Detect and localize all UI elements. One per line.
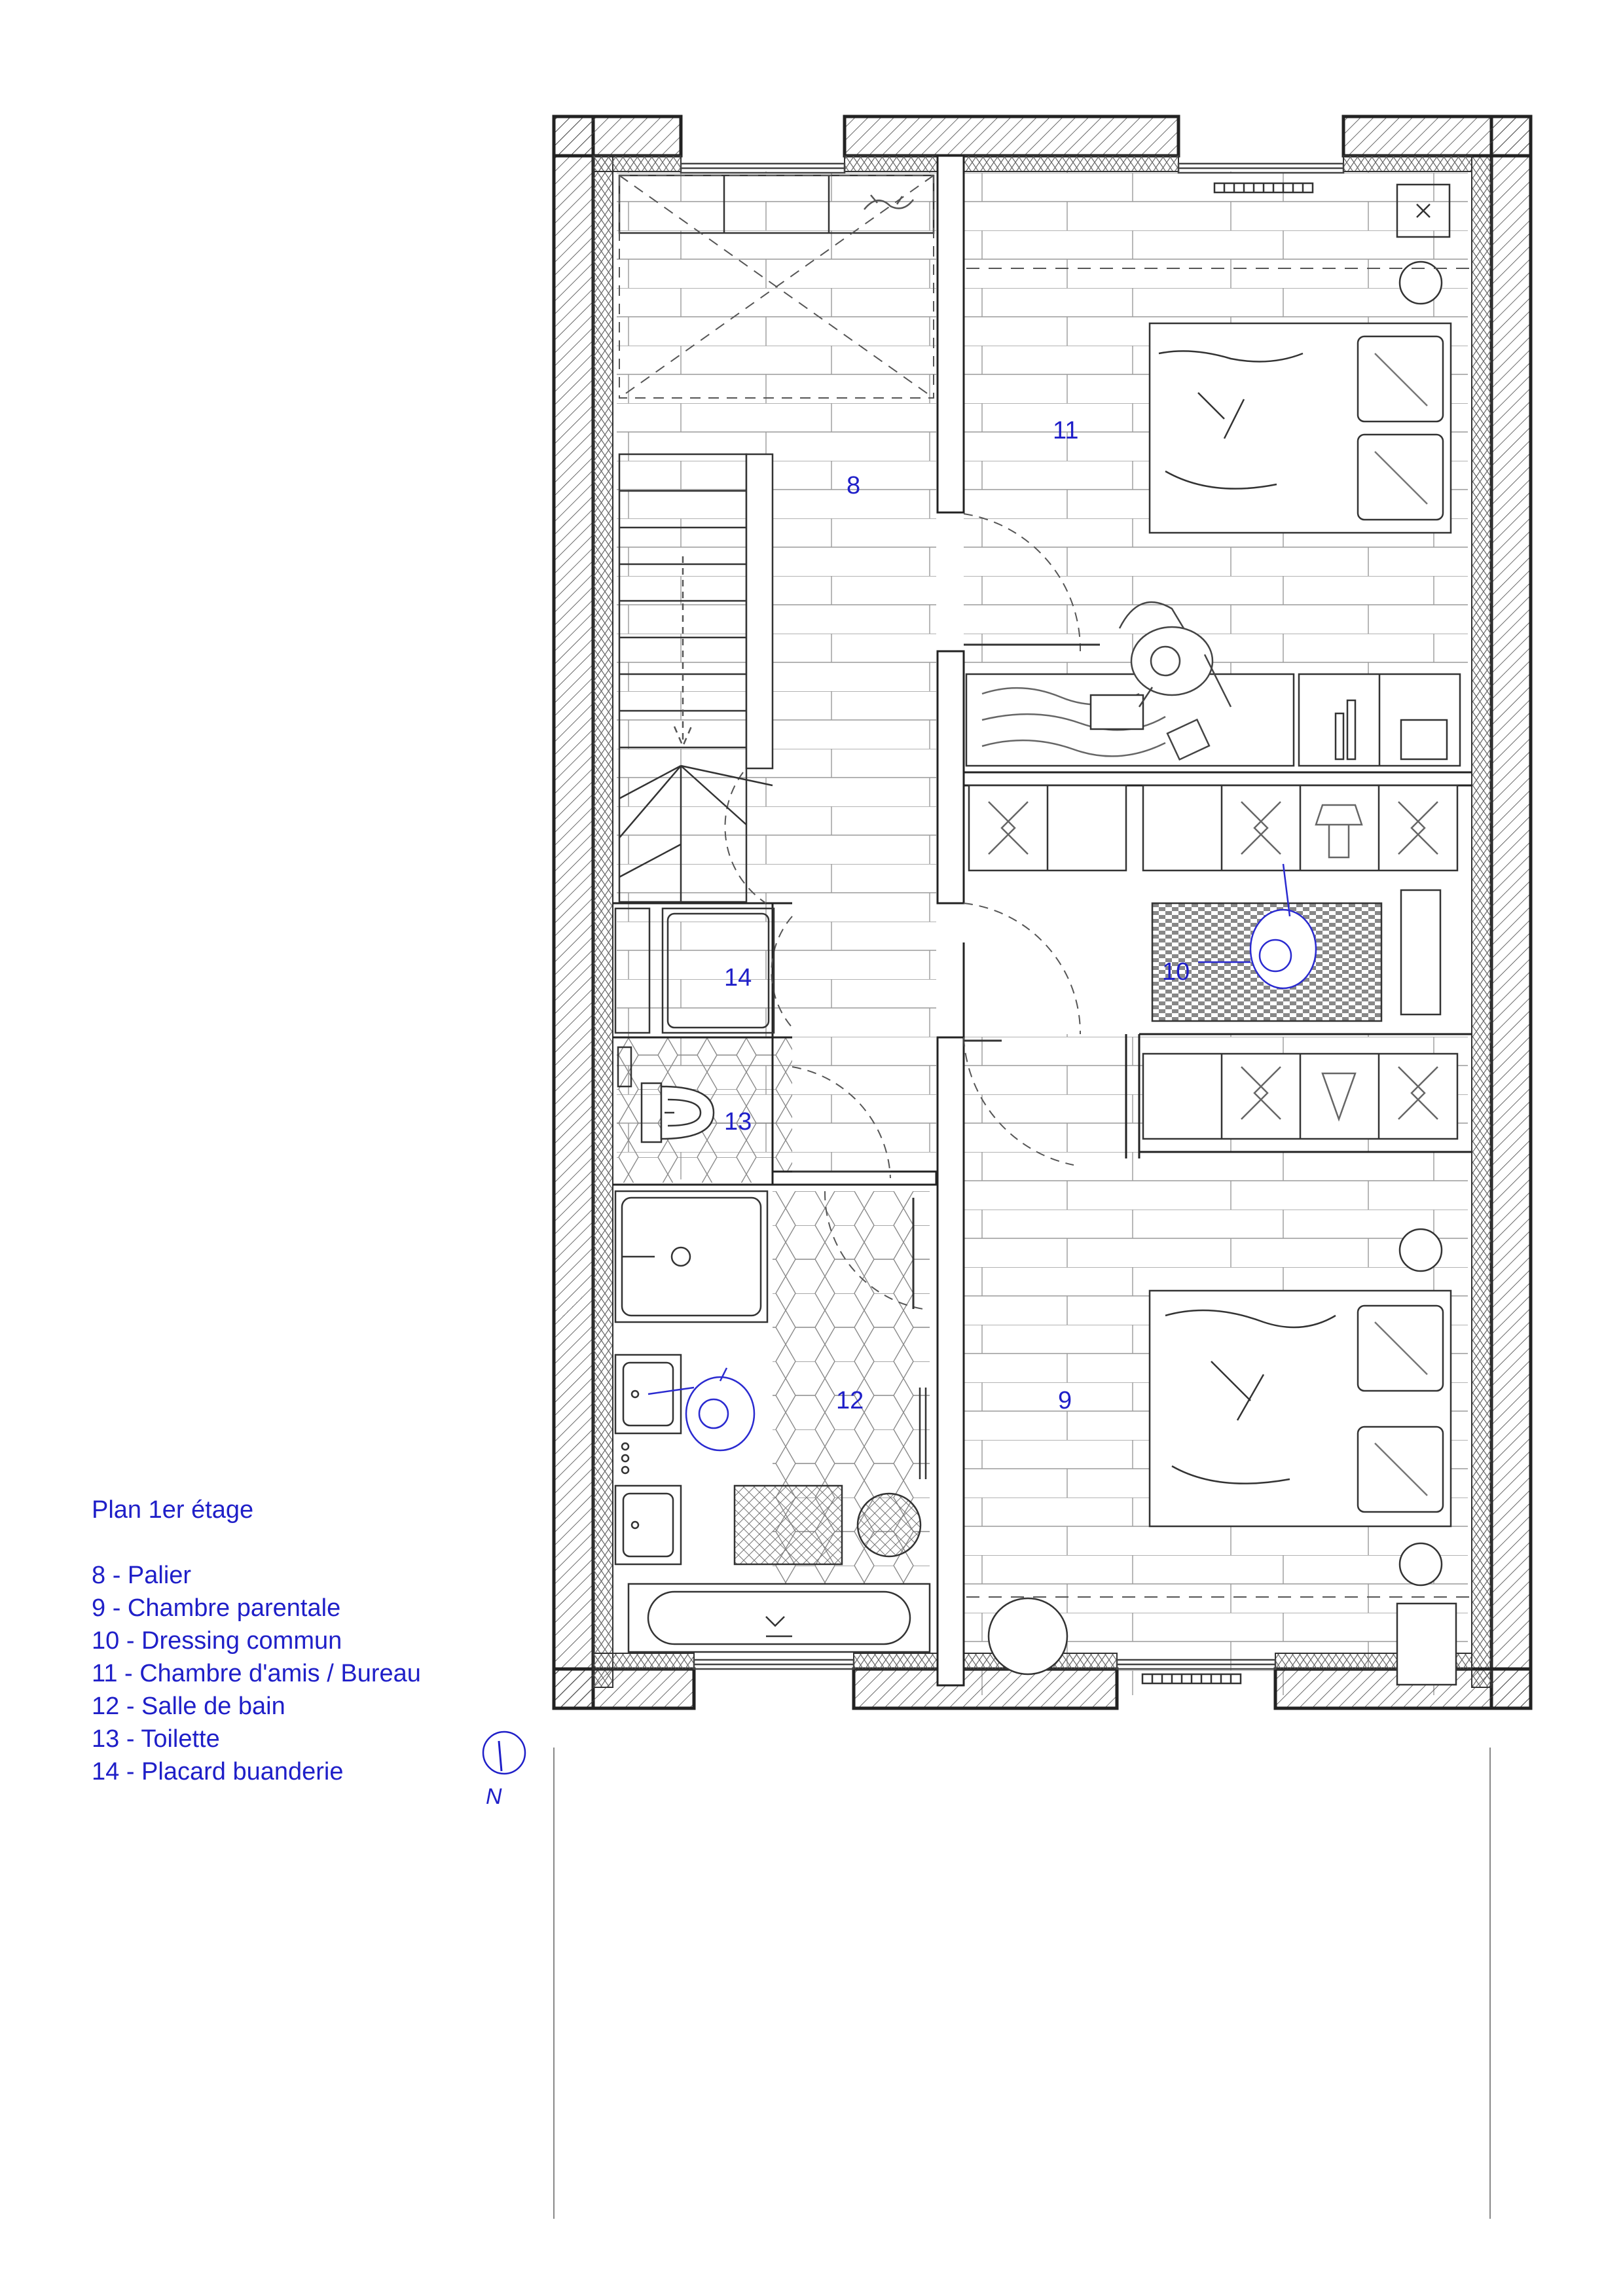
room-label-11: 11 bbox=[1053, 417, 1079, 444]
legend-item: 12 - Salle de bain bbox=[92, 1693, 285, 1720]
room-label-10: 10 bbox=[1162, 958, 1190, 986]
nightstand-bottom bbox=[1400, 1543, 1442, 1585]
legend-item: 8 - Palier bbox=[92, 1562, 192, 1589]
laptop bbox=[1091, 695, 1143, 729]
wall-bottom-2 bbox=[854, 1669, 1117, 1708]
wall-landing-room9 bbox=[938, 1037, 964, 1685]
insulation-top-1 bbox=[593, 156, 681, 171]
bathtub bbox=[629, 1584, 930, 1652]
legend-item: 10 - Dressing commun bbox=[92, 1627, 342, 1655]
insulation-top-2 bbox=[845, 156, 1178, 171]
bathroom-tiles bbox=[773, 1191, 930, 1649]
wall-right bbox=[1491, 117, 1531, 1708]
north-circle bbox=[483, 1732, 525, 1774]
bath-partition bbox=[773, 1172, 936, 1185]
insulation-bottom-2 bbox=[854, 1653, 1117, 1669]
wardrobe-small bbox=[1397, 1604, 1456, 1685]
nightstand-top bbox=[1400, 1229, 1442, 1271]
laundry-basket bbox=[858, 1494, 921, 1556]
vanity-2 bbox=[615, 1486, 681, 1564]
room-label-8: 8 bbox=[847, 472, 861, 499]
wall-top-3 bbox=[1343, 117, 1531, 156]
plan-title: Plan 1er étage bbox=[92, 1496, 254, 1524]
room-label-13: 13 bbox=[724, 1108, 752, 1136]
door-dressing bbox=[964, 903, 1080, 1034]
north-arrow bbox=[483, 1732, 525, 1809]
legend-item: 14 - Placard buanderie bbox=[92, 1758, 344, 1785]
insulation-bottom-1 bbox=[593, 1653, 694, 1669]
insulation-top-3 bbox=[1343, 156, 1472, 171]
wall-top-1 bbox=[554, 117, 681, 156]
legend-item: 13 - Toilette bbox=[92, 1725, 220, 1753]
room-label-9: 9 bbox=[1058, 1387, 1072, 1414]
north-label: N bbox=[486, 1784, 502, 1809]
wall-landing-dressing bbox=[938, 651, 964, 903]
legend bbox=[92, 1494, 421, 1788]
legend-item: 11 - Chambre d'amis / Bureau bbox=[92, 1660, 421, 1687]
bath-rug bbox=[735, 1486, 842, 1564]
insulation-right bbox=[1472, 156, 1491, 1687]
site-lines bbox=[554, 1748, 1490, 2219]
room-label-14: 14 bbox=[724, 964, 752, 992]
legend-item: 9 - Chambre parentale bbox=[92, 1594, 341, 1622]
insulation-left bbox=[593, 156, 613, 1687]
wall-bottom-1 bbox=[554, 1669, 694, 1708]
wall-top-2 bbox=[845, 117, 1178, 156]
landing-floor bbox=[617, 171, 936, 1179]
wall-left bbox=[554, 117, 593, 1708]
dressing-bench bbox=[1401, 890, 1440, 1014]
wall-landing-room11 bbox=[938, 156, 964, 512]
armchair bbox=[989, 1598, 1067, 1674]
room-label-12: 12 bbox=[836, 1387, 864, 1414]
